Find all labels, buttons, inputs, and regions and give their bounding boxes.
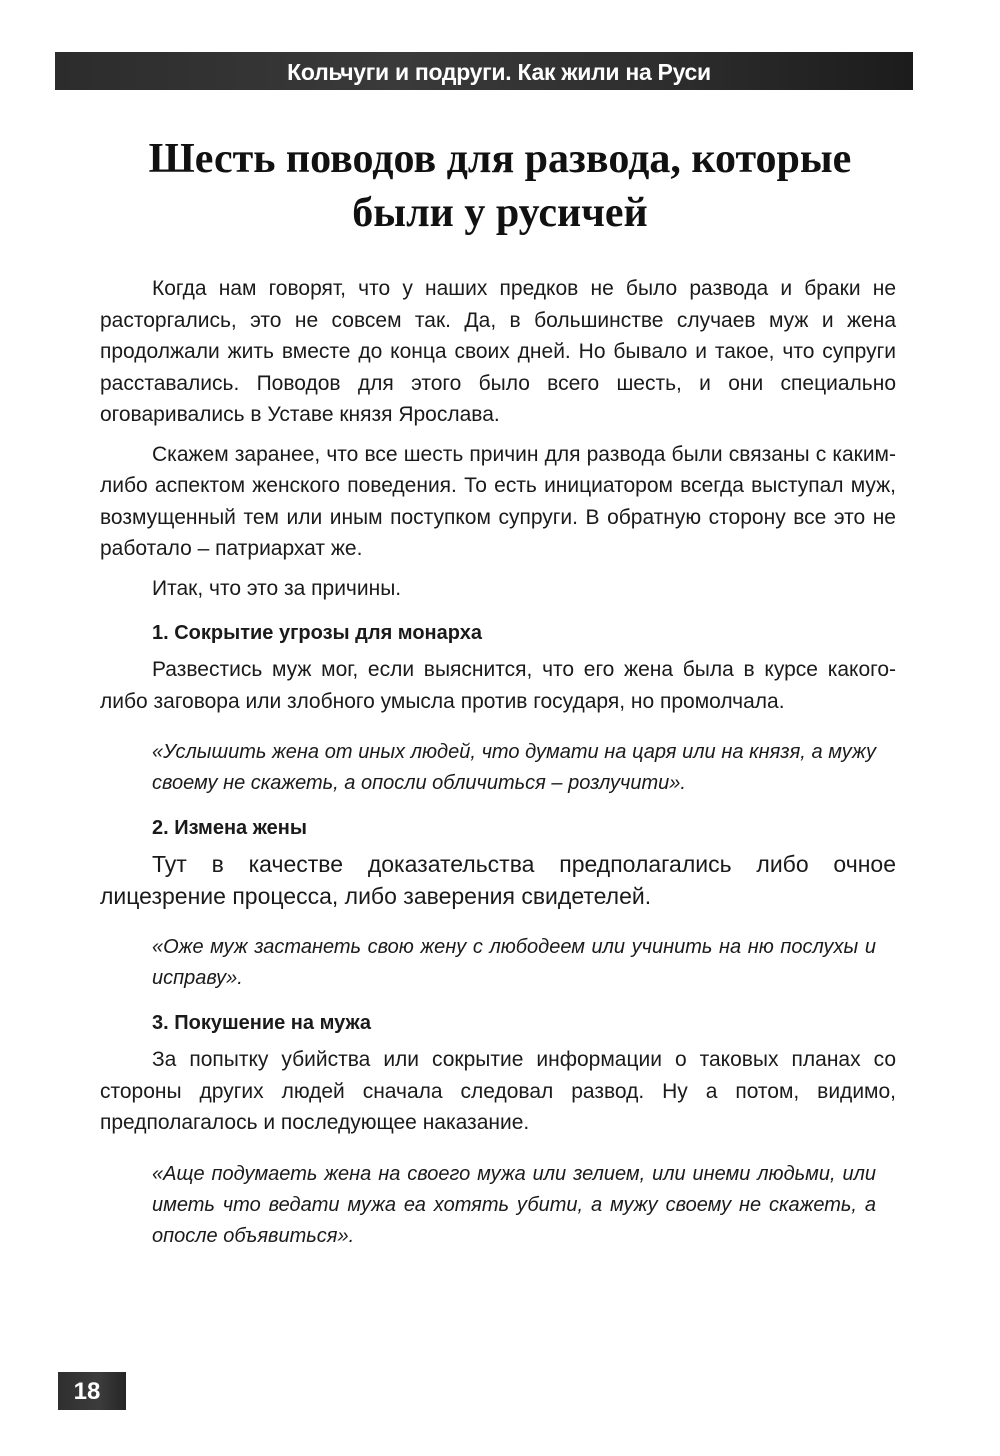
section-heading: 1. Сокрытие угрозы для монарха	[152, 622, 482, 644]
section-quote: «Оже муж застанеть свою жену с любодеем или учинить на ню послухы и исправу».	[152, 936, 876, 989]
section-text: Развестись муж мог, если выяснится, что его жена была в курсе какого-либо заговора или злобного умысла против государя, но промолчала.	[100, 658, 896, 713]
intro-paragraph: Скажем заранее, что все шесть причин для развода были связаны с каким-либо аспектом женского поведения. То есть инициатором всегда выступал муж, возмущенный тем или иным поступком супруги. В обратную сторону все это не работало – патриархат же.	[100, 442, 896, 560]
intro-paragraph: Итак, что это за причины.	[152, 576, 402, 600]
page-number: 18	[58, 1372, 126, 1410]
running-header	[55, 52, 913, 90]
section-heading: 2. Измена жены	[152, 817, 307, 839]
running-header-title: Кольчуги и подруги. Как жили на Руси	[287, 59, 711, 85]
section-heading: 3. Покушение на мужа	[152, 1012, 372, 1034]
section-quote: «Услышить жена от иных людей, что думати на царя или на князя, а мужу своему не скажеть, а опосли обличиться – розлучити».	[152, 741, 876, 794]
article-title: Шесть поводов для развода, которые были у русичей	[148, 136, 852, 236]
article-body	[100, 273, 896, 1266]
section-text: Тут в качестве доказательства предполагались либо очное лицезрение процесса, либо заверения свидетелей.	[100, 851, 896, 909]
section-text: За попытку убийства или сокрытие информации о таковых планах со стороны других людей сначала следовал развод. Ну а потом, видимо, предполагалось и последующее наказание.	[100, 1048, 896, 1134]
intro-paragraph: Когда нам говорят, что у наших предков не было развода и браки не расторгались, это не совсем так. Да, в большинстве случаев муж и жена продолжали жить вместе до конца своих дней. Но бывало и такое, что супруги расставались. Поводов для этого было всего шесть, и они специально оговаривались в Уставе князя Ярослава.	[100, 277, 896, 426]
section-quote: «Аще подумаеть жена на своего мужа или зелием, или инеми людьми, или иметь что ведати мужа еа хотять убити, а мужу своему не скажеть, а опосле объявиться».	[152, 1162, 876, 1247]
